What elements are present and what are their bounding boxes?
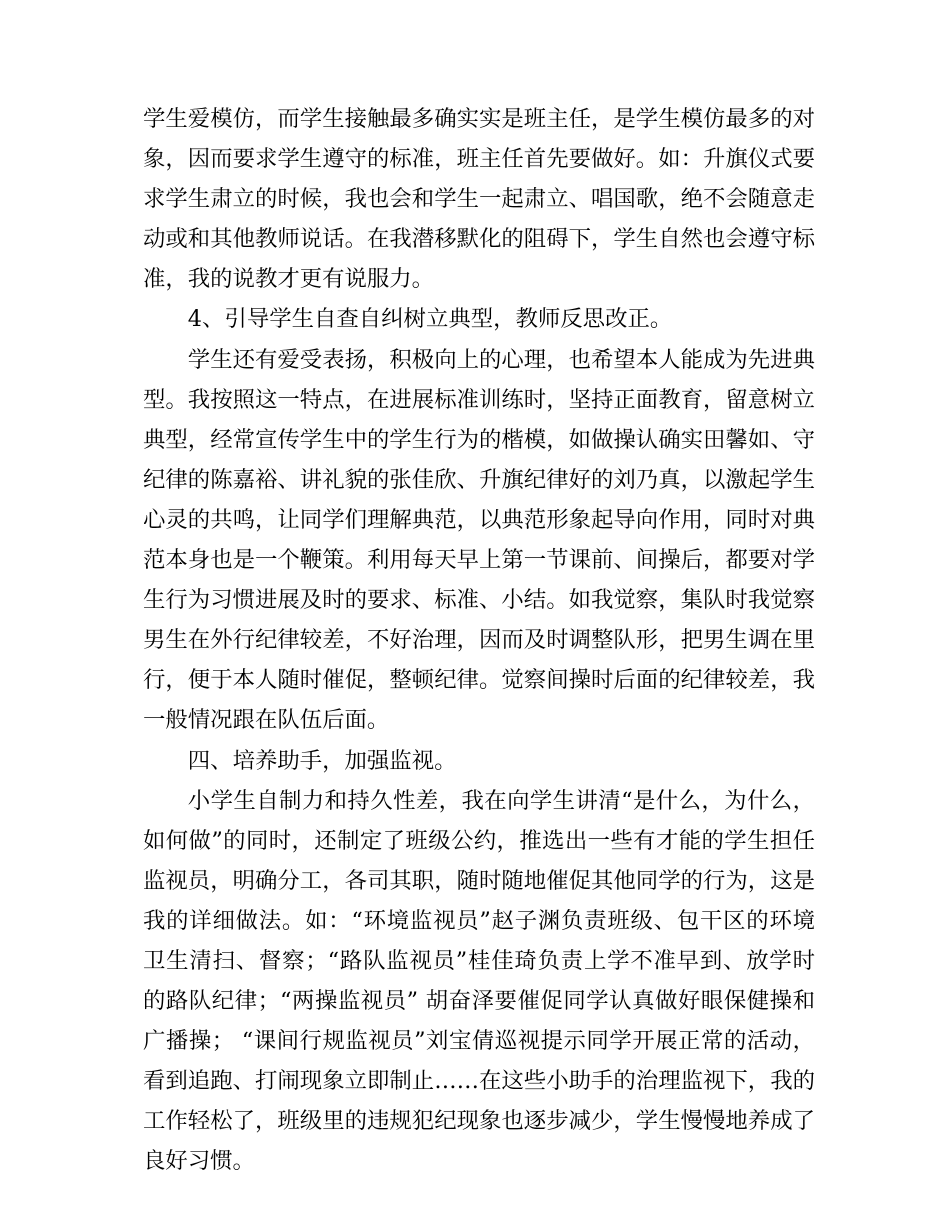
- body-text: [143, 99, 815, 1182]
- paragraph-heading-section-4: 四、培养助手，加强监视。: [187, 747, 457, 774]
- paragraph-heading-4: 4、引导学生自查自纠树立典型，教师反思改正。: [187, 306, 673, 333]
- paragraph-continuation: 学生爱模仿，而学生接触最多确实实是班主任，是学生模仿最多的对象，因而要求学生遵守的标准，班主任首先要做好。如：升旗仪式要求学生肃立的时候，我也会和学生一起肃立、唱国歌，绝不会随意走动或和其他教师说话。在我潜移默化的阻碍下，学生自然也会遵守标准，我的说教才更有说服力。: [143, 106, 815, 293]
- paragraph-monitors: 小学生自制力和持久性差，我在向学生讲清“是什么，为什么，如何做”的同时，还制定了班级公约，推选出一些有才能的学生担任监视员，明确分工，各司其职，随时随地催促其他同学的行为，这是我的详细做法。如：“环境监视员”赵子渊负责班级、包干区的环境卫生清扫、督察；“路队监视员”桂佳琦负责上学不准早到、放学时的路队纪律；“两操监视员” 胡奋泽要催促同学认真做好眼保健操和广播操； “课间行规监视员”刘宝倩巡视提示同学开展正常的活动，看到追跑、打闹现象立即制止……在这些小助手的治理监视下，我的工作轻松了，班级里的违规犯纪现象也逐步减少，学生慢慢地养成了良好习惯。: [143, 787, 815, 1175]
- paragraph-role-models: 学生还有爱受表扬，积极向上的心理，也希望本人能成为先进典型。我按照这一特点，在进展标准训练时，坚持正面教育，留意树立典型，经常宣传学生中的学生行为的楷模，如做操认确实田馨如、守纪律的陈嘉裕、讲礼貌的张佳欣、升旗纪律好的刘乃真，以激起学生心灵的共鸣，让同学们理解典范，以典范形象起导向作用，同时对典范本身也是一个鞭策。利用每天早上第一节课前、间操后，都要对学生行为习惯进展及时的要求、标准、小结。如我觉察，集队时我觉察男生在外行纪律较差，不好治理，因而及时调整队形，把男生调在里行，便于本人随时催促，整顿纪律。觉察间操时后面的纪律较差，我一般情况跟在队伍后面。: [143, 346, 815, 734]
